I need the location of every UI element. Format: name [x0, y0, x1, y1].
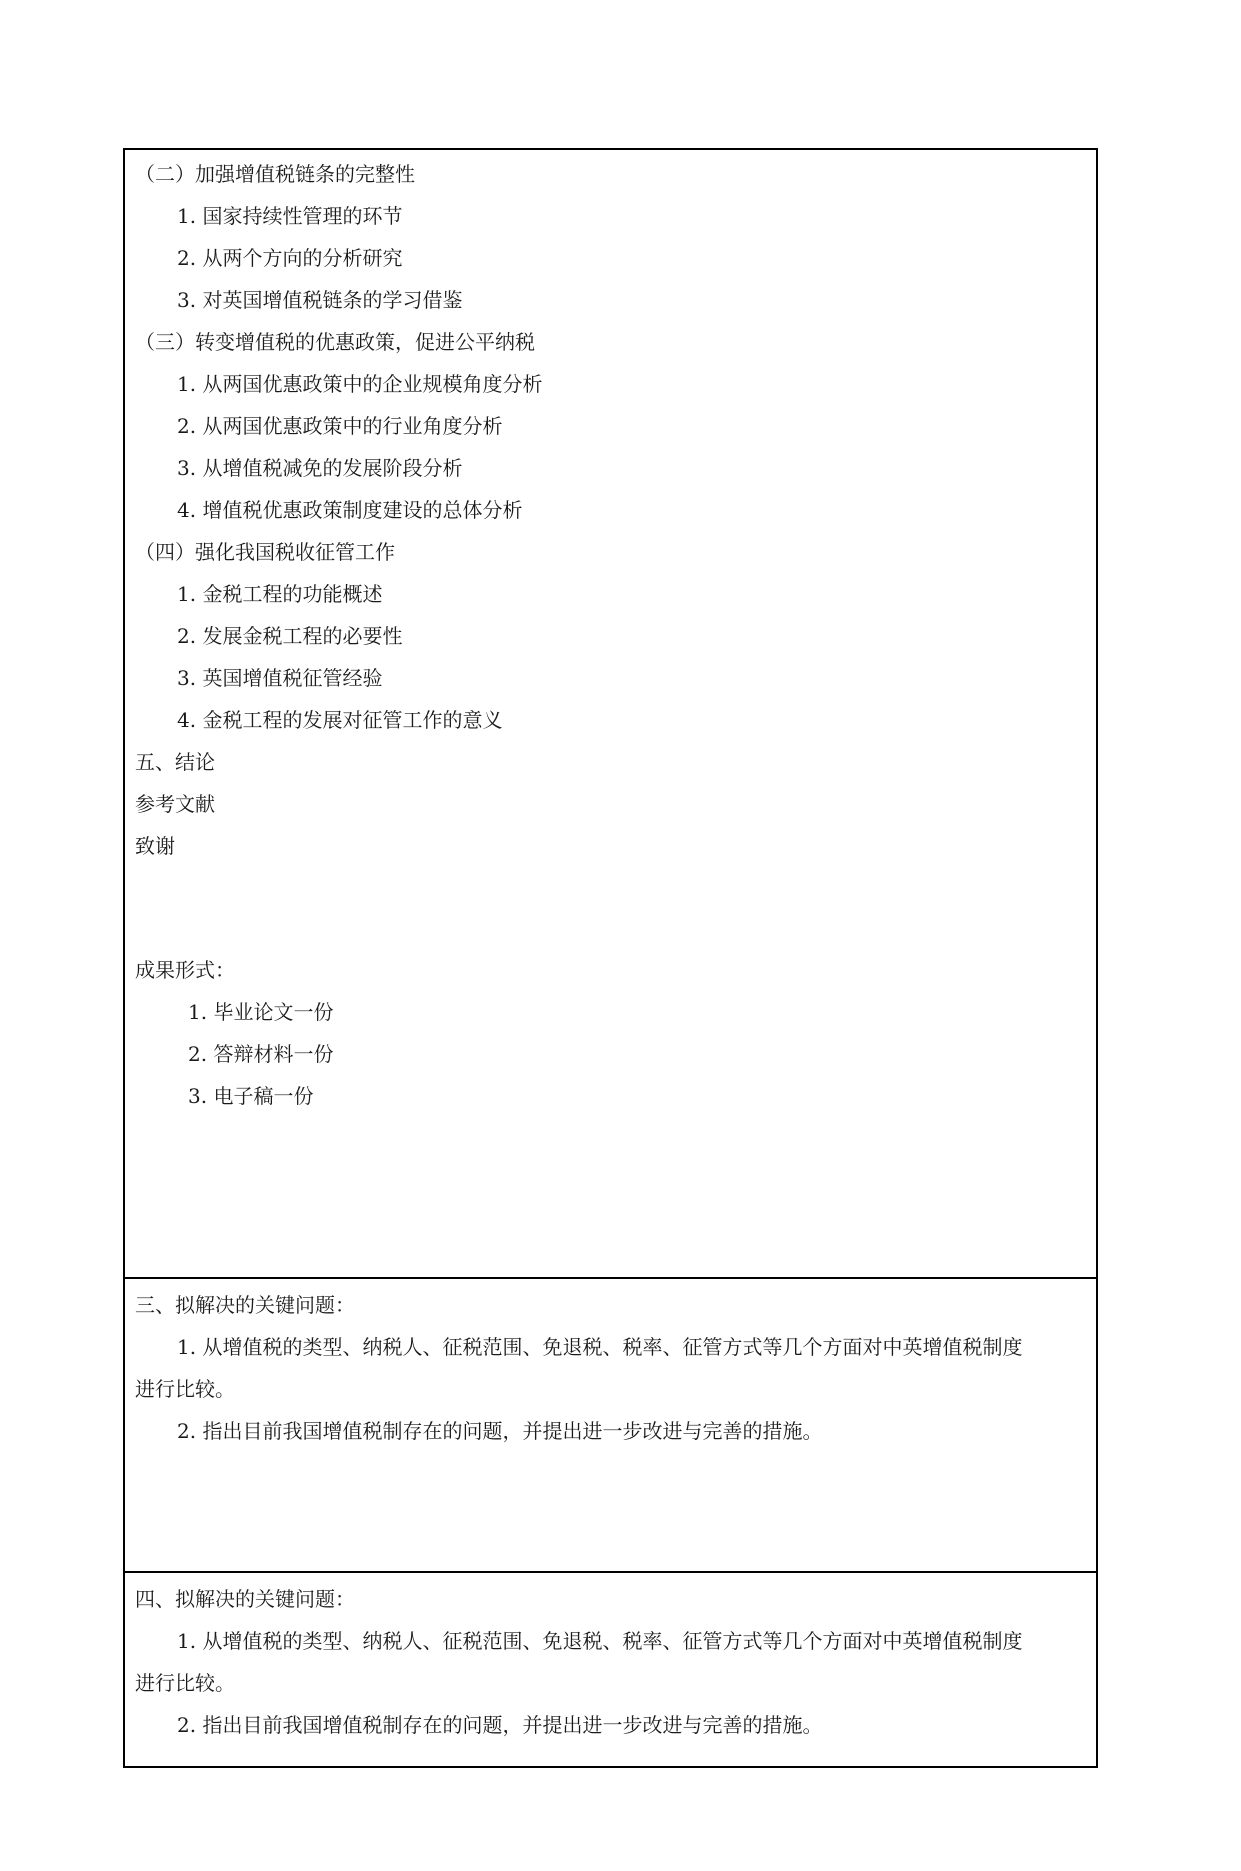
section-4-item: 2. 发展金税工程的必要性 [177, 624, 403, 648]
section-3-heading: （三）转变增值税的优惠政策，促进公平纳税 [135, 330, 535, 354]
section-2-item: 1. 国家持续性管理的环节 [177, 204, 403, 228]
section-2-heading: （二）加强增值税链条的完整性 [135, 162, 415, 186]
key-issue-item-1-cont: 进行比较。 [135, 1671, 235, 1695]
key-issue-item-1: 1. 从增值税的类型、纳税人、征税范围、免退税、税率、征管方式等几个方面对中英增值税制度 [177, 1335, 1023, 1359]
conclusion-heading: 五、结论 [135, 750, 215, 774]
key-issue-item-2: 2. 指出目前我国增值税制存在的问题，并提出进一步改进与完善的措施。 [177, 1713, 823, 1737]
references-heading: 参考文献 [135, 792, 215, 816]
deliverable-item: 3. 电子稿一份 [188, 1084, 314, 1108]
section-3-item: 3. 从增值税减免的发展阶段分析 [177, 456, 463, 480]
key-issue-item-1: 1. 从增值税的类型、纳税人、征税范围、免退税、税率、征管方式等几个方面对中英增值税制度 [177, 1629, 1023, 1653]
section-2-item: 3. 对英国增值税链条的学习借鉴 [177, 288, 463, 312]
section-4-item: 1. 金税工程的功能概述 [177, 582, 383, 606]
section-4-item: 3. 英国增值税征管经验 [177, 666, 383, 690]
key-issue-item-2: 2. 指出目前我国增值税制存在的问题，并提出进一步改进与完善的措施。 [177, 1419, 823, 1443]
key-issues-section-3 [125, 1277, 1096, 1571]
deliverable-item: 1. 毕业论文一份 [188, 1000, 334, 1024]
deliverable-item: 2. 答辩材料一份 [188, 1042, 334, 1066]
key-issues-section-4 [125, 1571, 1096, 1871]
section-3-item: 2. 从两国优惠政策中的行业角度分析 [177, 414, 503, 438]
section-title: 三、拟解决的关键问题： [135, 1293, 355, 1317]
section-3-item: 1. 从两国优惠政策中的企业规模角度分析 [177, 372, 543, 396]
key-issue-item-1-cont: 进行比较。 [135, 1377, 235, 1401]
section-4-heading: （四）强化我国税收征管工作 [135, 540, 395, 564]
deliverables-title: 成果形式： [135, 958, 235, 982]
section-title: 四、拟解决的关键问题： [135, 1587, 355, 1611]
outline-cell [125, 150, 1096, 1277]
acknowledgements-heading: 致谢 [135, 834, 175, 858]
section-2-item: 2. 从两个方向的分析研究 [177, 246, 403, 270]
form-table [123, 148, 1098, 1768]
section-3-item: 4. 增值税优惠政策制度建设的总体分析 [177, 498, 523, 522]
section-4-item: 4. 金税工程的发展对征管工作的意义 [177, 708, 503, 732]
